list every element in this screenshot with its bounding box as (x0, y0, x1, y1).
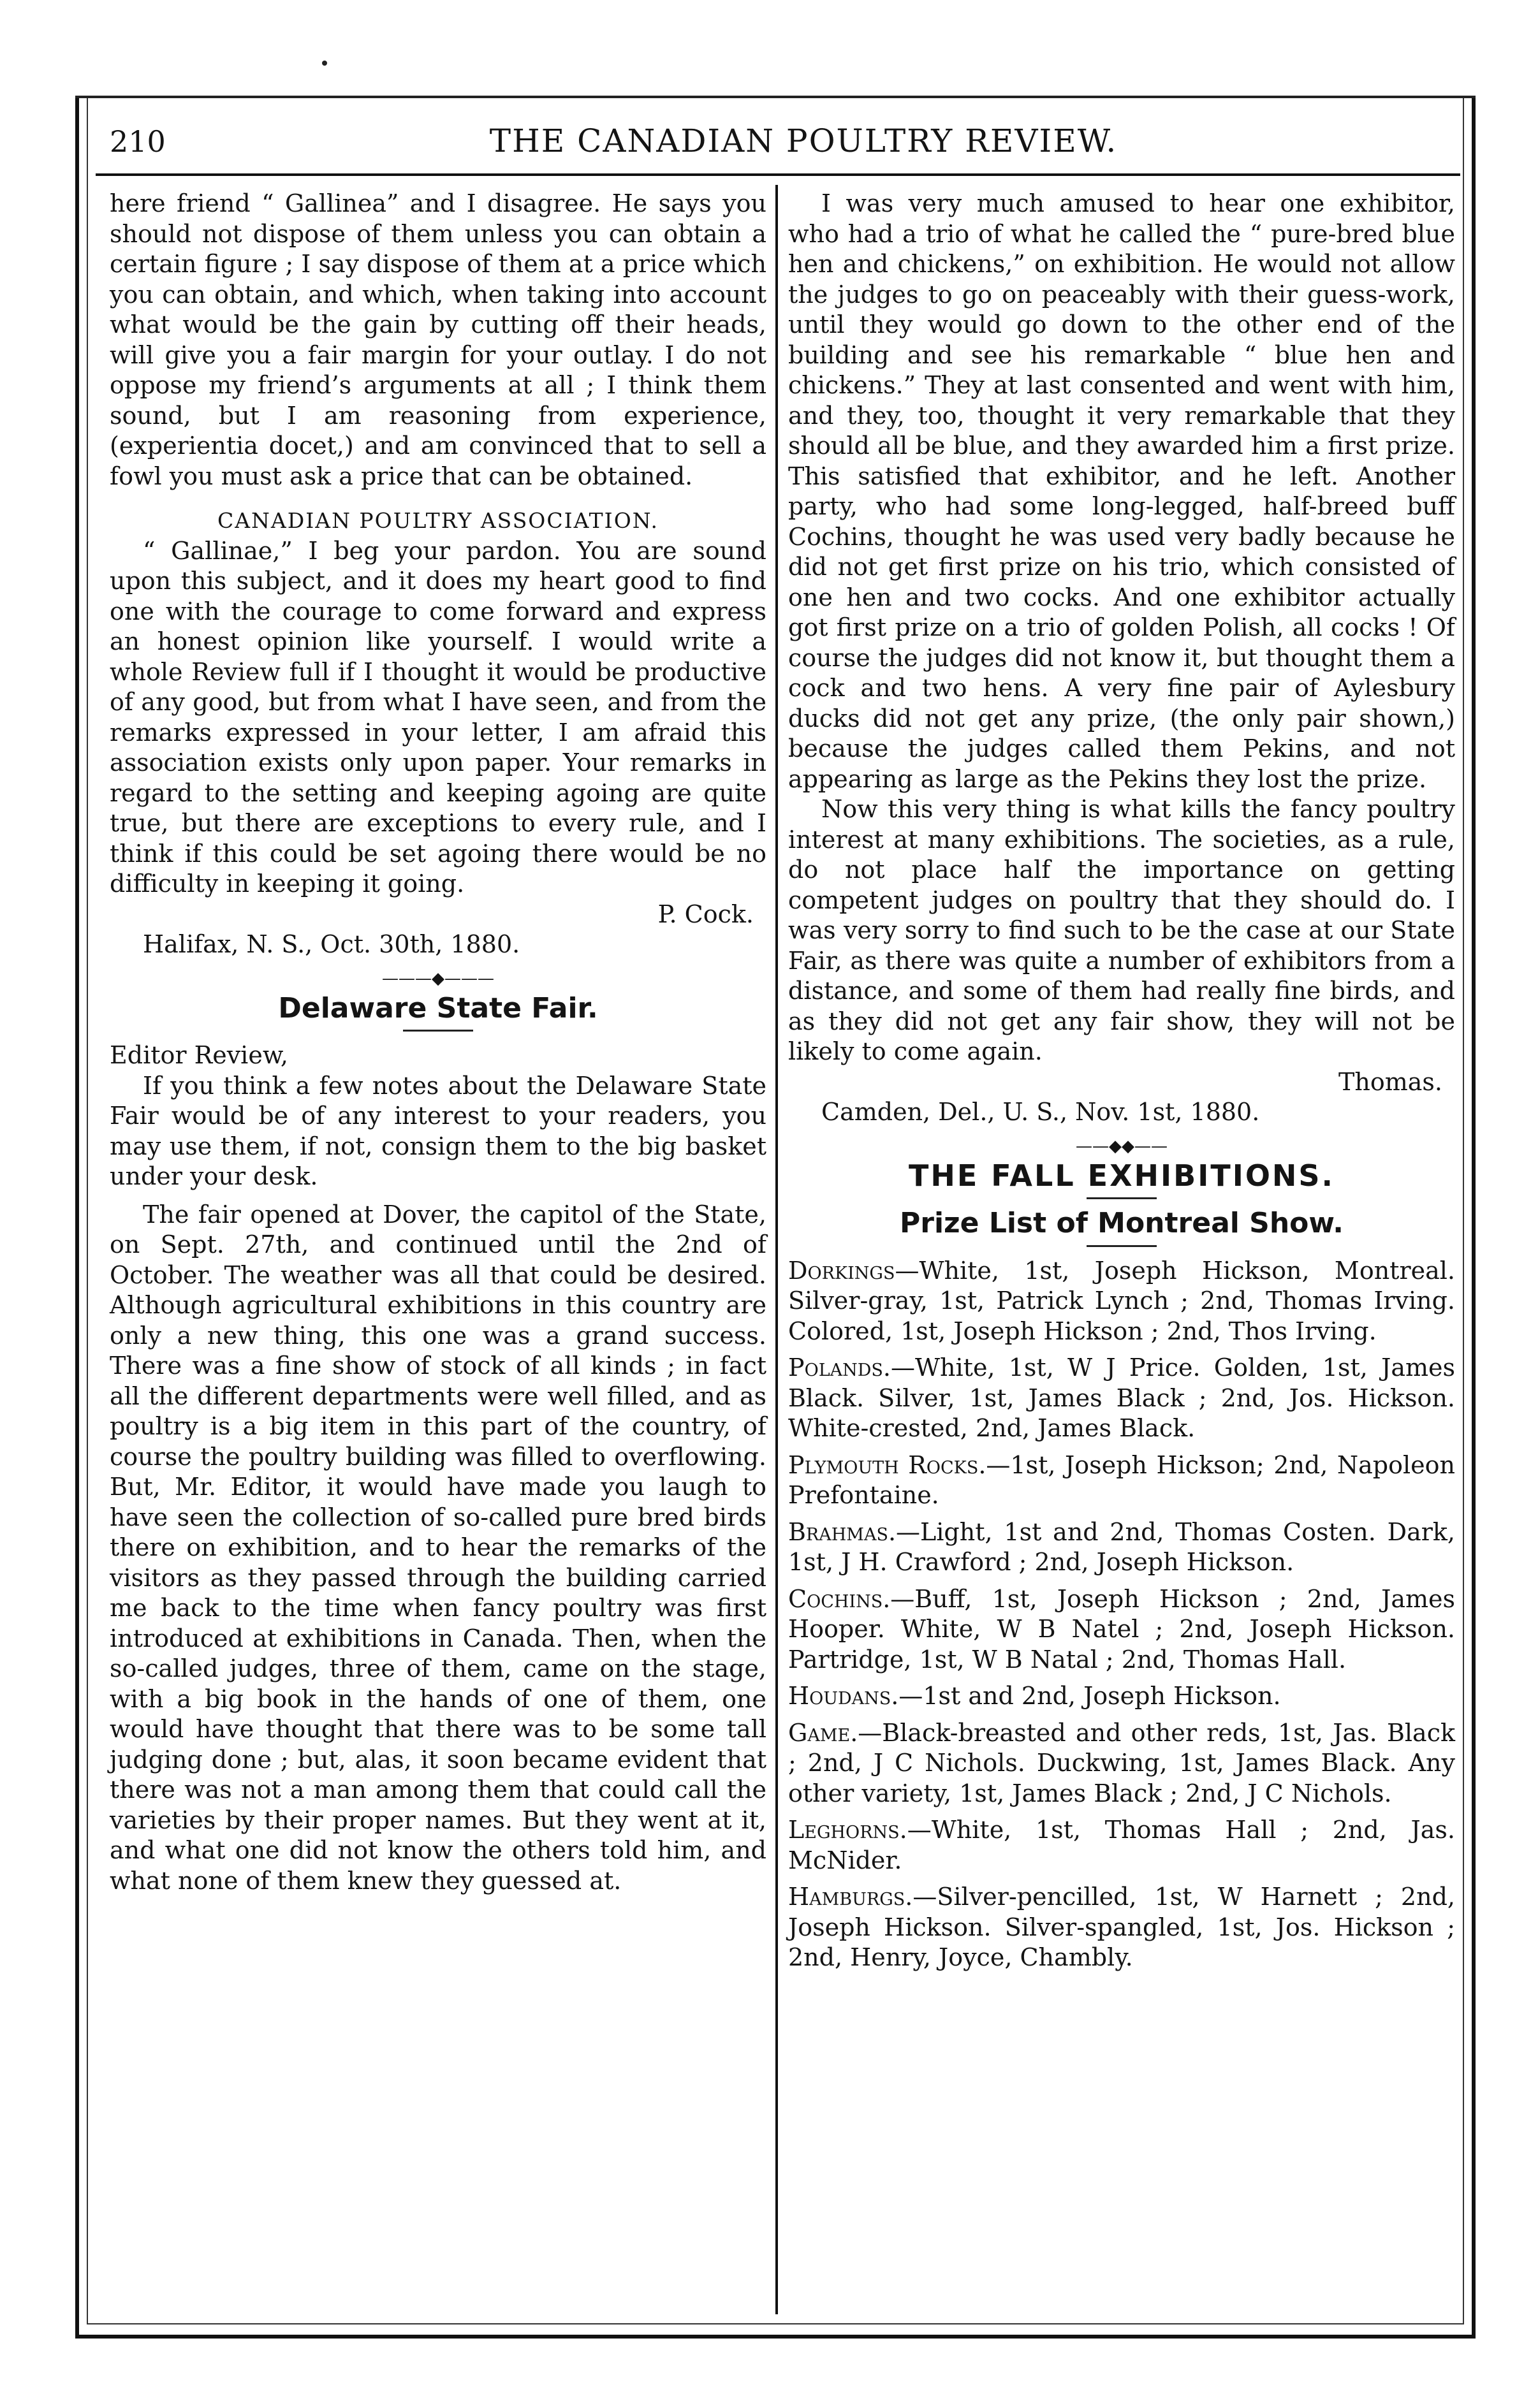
right-column (788, 189, 1455, 1980)
prize-results: .—White, 1st, W J Price. Golden, 1st, James Black. Silver, 1st, James Black ; 2nd, Jos. Hickson. White-crested, 2nd, James Black. (788, 1354, 1455, 1442)
prize-entry (788, 1584, 1455, 1675)
section-heading: CANADIAN POULTRY ASSOCIATION. (217, 508, 659, 533)
left-column (110, 189, 766, 1896)
prize-category: Dorkings (788, 1256, 895, 1285)
dateline: Camden, Del., U. S., Nov. 1st, 1880. (821, 1098, 1260, 1126)
prize-category: Hamburgs (788, 1883, 905, 1911)
title-rule (1087, 1245, 1157, 1247)
prize-list (788, 1256, 1455, 1973)
signature: Thomas. (1338, 1067, 1442, 1096)
prize-results: .—1st and 2nd, Joseph Hickson. (891, 1682, 1281, 1710)
section-title: THE FALL EXHIBITIONS. (908, 1158, 1335, 1193)
article-title: Prize List of Montreal Show. (900, 1207, 1344, 1239)
prize-entry (788, 1256, 1455, 1347)
prize-results: .—1st, Joseph Hickson; 2nd, Napoleon Prefontaine. (788, 1450, 1455, 1509)
prize-category: Cochins (788, 1584, 883, 1613)
paragraph: I was very much amused to hear one exhibitor, who had a trio of what he called the “ pure-bred blue hen and chickens,” on exhibition. He would not allow the judges to go on peaceably with their guess-work, until they would go down to the other end of the building and see his remarkable “ blue hen and chickens.” They at last consented and went with him, and they, too, thought it very remarkable that they should all be blue, and they awarded him a first prize. This satisfied that exhibitor, and he left. Another party, who had some long-legged, half-breed buff Cochins, thought he was used very badly because he did not get first prize on his trio, which consisted of one hen and two cocks. And one exhibitor actually got first prize on a trio of golden Polish, all cocks ! Of course the judges did not know it, but thought them a cock and two hens. A very fine pair of Aylesbury ducks did not get any prize, (the only pair shown,) because the judges called them Pekins, and not appearing as large as the Pekins they lost the prize. (788, 189, 1455, 793)
paragraph: The fair opened at Dover, the capitol of the State, on Sept. 27th, and continued until the 2nd of October. The weather was all that could be desired. Although agricultural exhibitions in this country are only a new thing, this one was a grand success. There was a fine show of stock of all kinds ; in fact all the different departments were well filled, and as poultry is a big item in this part of the country, of course the poultry building was filled to overflowing. But, Mr. Editor, it would have made you laugh to have seen the collection of so-called pure bred birds there on exhibition, and to hear the remarks of the visitors as they passed through the building carried me back to the time when fancy poultry was first introduced at exhibitions in Canada. Then, when the so-called judges, three of them, came on the stage, with a big book in the hands of one of them, one would have thought that there was to be some tall judging done ; but, alas, it soon became evident that there was not a man among them that could call the varieties by their proper names. But they went at it, and what one did not know the others told him, and what none of them knew they guessed at. (110, 1200, 766, 1895)
prize-category: Game (788, 1718, 851, 1747)
signature: P. Cock. (657, 900, 754, 928)
article-title: Delaware State Fair. (278, 991, 598, 1025)
prize-entry (788, 1517, 1455, 1578)
prize-category: Leghorns (788, 1816, 900, 1844)
title-rule (403, 1030, 473, 1032)
running-title: THE CANADIAN POULTRY REVIEW. (489, 122, 1118, 159)
prize-entry (788, 1353, 1455, 1444)
dateline: Halifax, N. S., Oct. 30th, 1880. (143, 930, 520, 958)
paragraph: If you think a few notes about the Delaware State Fair would be of any interest to your readers, you may use them, if not, consign them to the big basket under your desk. (110, 1071, 766, 1190)
prize-category: Houdans (788, 1682, 891, 1710)
prize-entry (788, 1718, 1455, 1809)
prize-entry (788, 1815, 1455, 1876)
ornament-divider: ——◆◆—— (1076, 1136, 1168, 1156)
prize-results: —White, 1st, Joseph Hickson, Montreal. Silver-gray, 1st, Patrick Lynch ; 2nd, Thomas Irving. Colored, 1st, Joseph Hickson ; 2nd, Thos Irving. (788, 1256, 1455, 1345)
prize-category: Plymouth Rocks (788, 1450, 979, 1479)
prize-category: Polands (788, 1354, 883, 1382)
top-border (75, 96, 1476, 98)
prize-results: .—Buff, 1st, Joseph Hickson ; 2nd, James Hooper. White, W B Natel ; 2nd, Joseph Hickson. Partridge, 1st, W B Natal ; 2nd, Thomas Hall. (788, 1584, 1455, 1674)
prize-results: .—White, 1st, Thomas Hall ; 2nd, Jas. McNider. (788, 1816, 1455, 1874)
paragraph: here friend “ Gallinea” and I disagree. He says you should not dispose of them unless you can obtain a certain figure ; I say dispose of them at a price which you can obtain, and which, when taking into account what would be the gain by cutting off their heads, will give you a fair margin for your outlay. I do not oppose my friend’s arguments at all ; I think them sound, but I am reasoning from experience, (experientia docet,) and am convinced that to sell a fowl you must ask a price that can be obtained. (110, 189, 766, 490)
header-rule (96, 173, 1460, 176)
paragraph: Now this very thing is what kills the fancy poultry interest at many exhibitions. The societies, as a rule, do not place half the importance on getting competent judges on poultry that they should do. I was very sorry to find such to be the case at our State Fair, as there was quite a number of exhibitors from a distance, and some of them had really fine birds, and as they did not get any fair show, they will not be likely to come again. (788, 795, 1455, 1065)
title-rule (1087, 1197, 1157, 1199)
prize-results: .—Light, 1st and 2nd, Thomas Costen. Dark, 1st, J H. Crawford ; 2nd, Joseph Hickson. (788, 1517, 1455, 1576)
ornament-divider: ———◆——— (382, 968, 494, 988)
page-number: 210 (110, 124, 166, 159)
paragraph: “ Gallinae,” I beg your pardon. You are sound upon this subject, and it does my heart good to find one with the courage to come forward and express an honest opinion like yourself. I would write a whole Review full if I thought it would be productive of any good, but from what I have seen, and from the remarks expressed in your letter, I am afraid this association exists only upon paper. Your remarks in regard to the setting and keeping agoing are quite true, but there are exceptions to every rule, and I think if this could be set agoing there would be no difficulty in keeping it going. (110, 536, 766, 898)
prize-results: .—Silver-pencilled, 1st, W Harnett ; 2nd, Joseph Hickson. Silver-spangled, 1st, Jos. Hickson ; 2nd, Henry, Joyce, Chambly. (788, 1883, 1455, 1971)
salutation: Editor Review, (110, 1041, 288, 1069)
prize-results: .—Black-breasted and other reds, 1st, Jas. Black ; 2nd, J C Nichols. Duckwing, 1st, James Black. Any other variety, 1st, James Black ; 2nd, J C Nichols. (788, 1718, 1455, 1807)
prize-entry (788, 1450, 1455, 1511)
prize-entry (788, 1681, 1455, 1712)
prize-category: Brahmas (788, 1517, 888, 1546)
column-divider (775, 185, 778, 2314)
ink-speck (322, 61, 327, 66)
prize-entry (788, 1882, 1455, 1973)
